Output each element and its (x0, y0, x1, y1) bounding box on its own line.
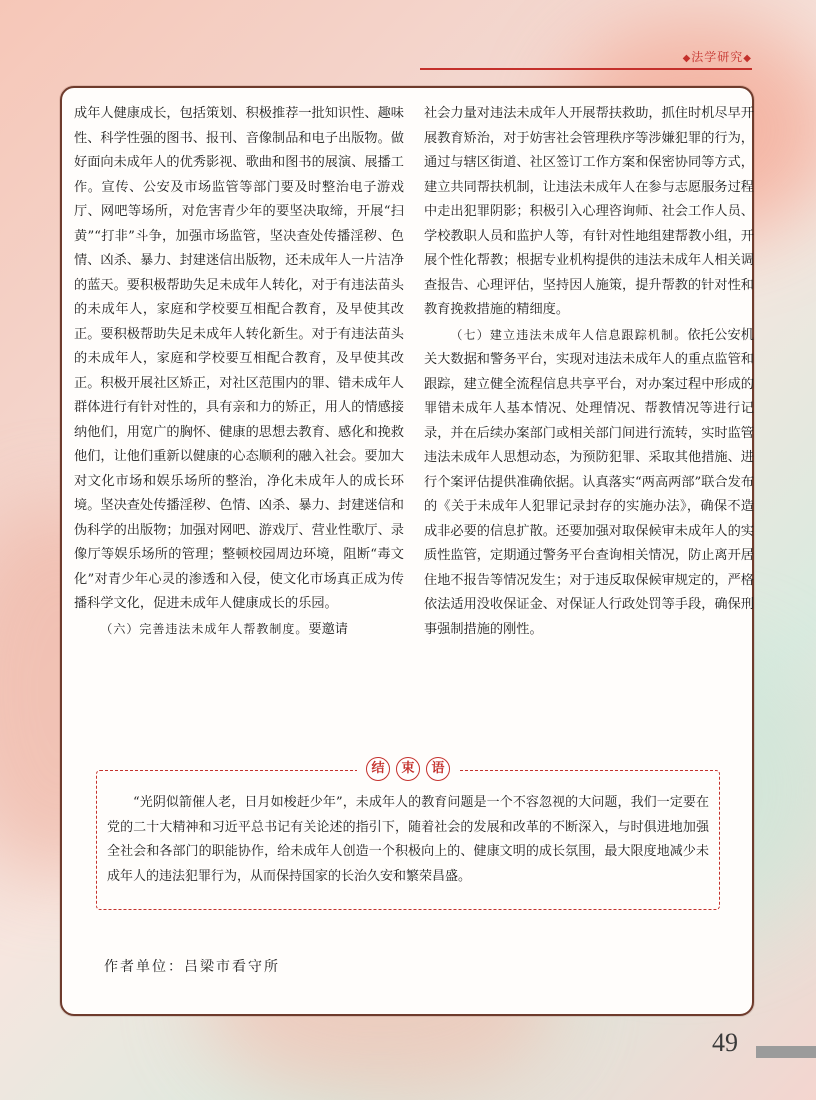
diamond-icon: ◆ (743, 53, 752, 64)
paragraph: 社会力量对违法未成年人开展帮扶救助，抓住时机尽早开展教育矫治，对于妨害社会管理秩序等涉嫌犯罪的行为，通过与辖区街道、社区签订工作方案和保密协同等方式，建立共同帮扶机制，让违法未成年人在参与志愿服务过程中走出犯罪阴影；积极引入心理咨询师、社会工作人员、学校教职人员和监护人等，有针对性地组建帮教小组，开展个性化帮教；根据专业机构提供的违法未成年人相关调查报告、心理评估，坚持因人施策，提升帮教的针对性和教育挽救措施的精细度。 (424, 106, 754, 317)
paragraph-text: 依托公安机关大数据和警务平台，实现对违法未成年人的重点监管和跟踪，建立健全流程信息共享平台，对办案过程中形成的罪错未成年人基本情况、处理情况、帮教情况等进行记录，并在后续办案部门或相关部门间进行流转，实时监管违法未成年人思想动态，为预防犯罪、采取其他措施、进行个案评估提供准确依据。认真落实“两高两部”联合发布的《关于未成年人犯罪记录封存的实施办法》，确保不造成非必要的信息扩散。还要加强对取保候审未成年人的实质性监管，定期通过警务平台查询相关情况，防止离开居住地不报告等情况发生；对于违反取保候审规定的，严格依法适用没收保证金、对保证人行政处罚等手段，确保刑事强制措施的刚性。 (424, 327, 754, 637)
left-column (74, 102, 404, 642)
paragraph-section-6 (74, 617, 404, 643)
conclusion-title (97, 757, 719, 785)
conclusion-title-char: 结 (366, 757, 390, 781)
article-panel (60, 86, 754, 1016)
paragraph-text: 要邀请 (308, 621, 348, 637)
author-affiliation: 作者单位：吕梁市看守所 (104, 959, 280, 975)
section-tag-label: 法学研究 (691, 50, 744, 64)
right-column (424, 102, 754, 642)
conclusion-text (107, 791, 709, 889)
paragraph-section-7 (424, 323, 754, 643)
conclusion-title-char: 语 (426, 757, 450, 781)
header-rule (420, 68, 752, 70)
diamond-icon: ◆ (682, 53, 692, 64)
page-bar (756, 1046, 816, 1058)
conclusion-box (96, 761, 720, 910)
section-heading-6: （六）完善违法未成年人帮教制度。 (100, 621, 309, 636)
section-tag (683, 48, 752, 65)
conclusion-paragraph: “光阴似箭催人老，日月如梭赶少年”，未成年人的教育问题是一个不容忽视的大问题，我们一定要在党的二十大精神和习近平总书记有关论述的指引下，随着社会的发展和改革的不断深入，与时俱进地加强全社会和各部门的职能协作，给未成年人创造一个积极向上的、健康文明的成长氛围，最大限度地减少未成年人的违法犯罪行为，从而保持国家的长治久安和繁荣昌盛。 (107, 795, 709, 884)
page-number: 49 (712, 1028, 738, 1057)
conclusion-title-char: 束 (396, 757, 420, 781)
paragraph: 成年人健康成长，包括策划、积极推荐一批知识性、趣味性、科学性强的图书、报刊、音像制品和电子出版物。做好面向未成年人的优秀影视、歌曲和图书的展演、展播工作。宣传、公安及市场监管等部门要及时整治电子游戏厅、网吧等场所，对危害青少年的要坚决取缔，开展“扫黄”“打非”斗争，加强市场监管，坚决查处传播淫秽、色情、凶杀、暴力、封建迷信出版物，还未成年人一片洁净的蓝天。要积极帮助失足未成年人转化，对于有违法苗头的未成年人，家庭和学校要互相配合教育，及早使其改正。要积极帮助失足未成年人转化新生。对于有违法苗头的未成年人，家庭和学校要互相配合教育，及早使其改正。积极开展社区矫正，对社区范围内的罪、错未成年人群体进行有针对性的，具有亲和力的矫正，用人的情感接纳他们，用宽广的胸怀、健康的思想去教育、感化和挽救他们，让他们重新以健康的心态顺利的融入社会。要加大对文化市场和娱乐场所的整治，净化未成年人的成长环境。坚决查处传播淫秽、色情、凶杀、暴力、封建迷信和伪科学的出版物；加强对网吧、游戏厅、营业性歌厅、录像厅等娱乐场所的管理；整顿校园周边环境，阻断“毒文化”对青少年心灵的渗透和入侵，使文化市场真正成为传播科学文化，促进未成年人健康成长的乐园。 (74, 106, 404, 611)
section-heading-7: （七）建立违法未成年人信息跟踪机制。 (450, 327, 688, 342)
